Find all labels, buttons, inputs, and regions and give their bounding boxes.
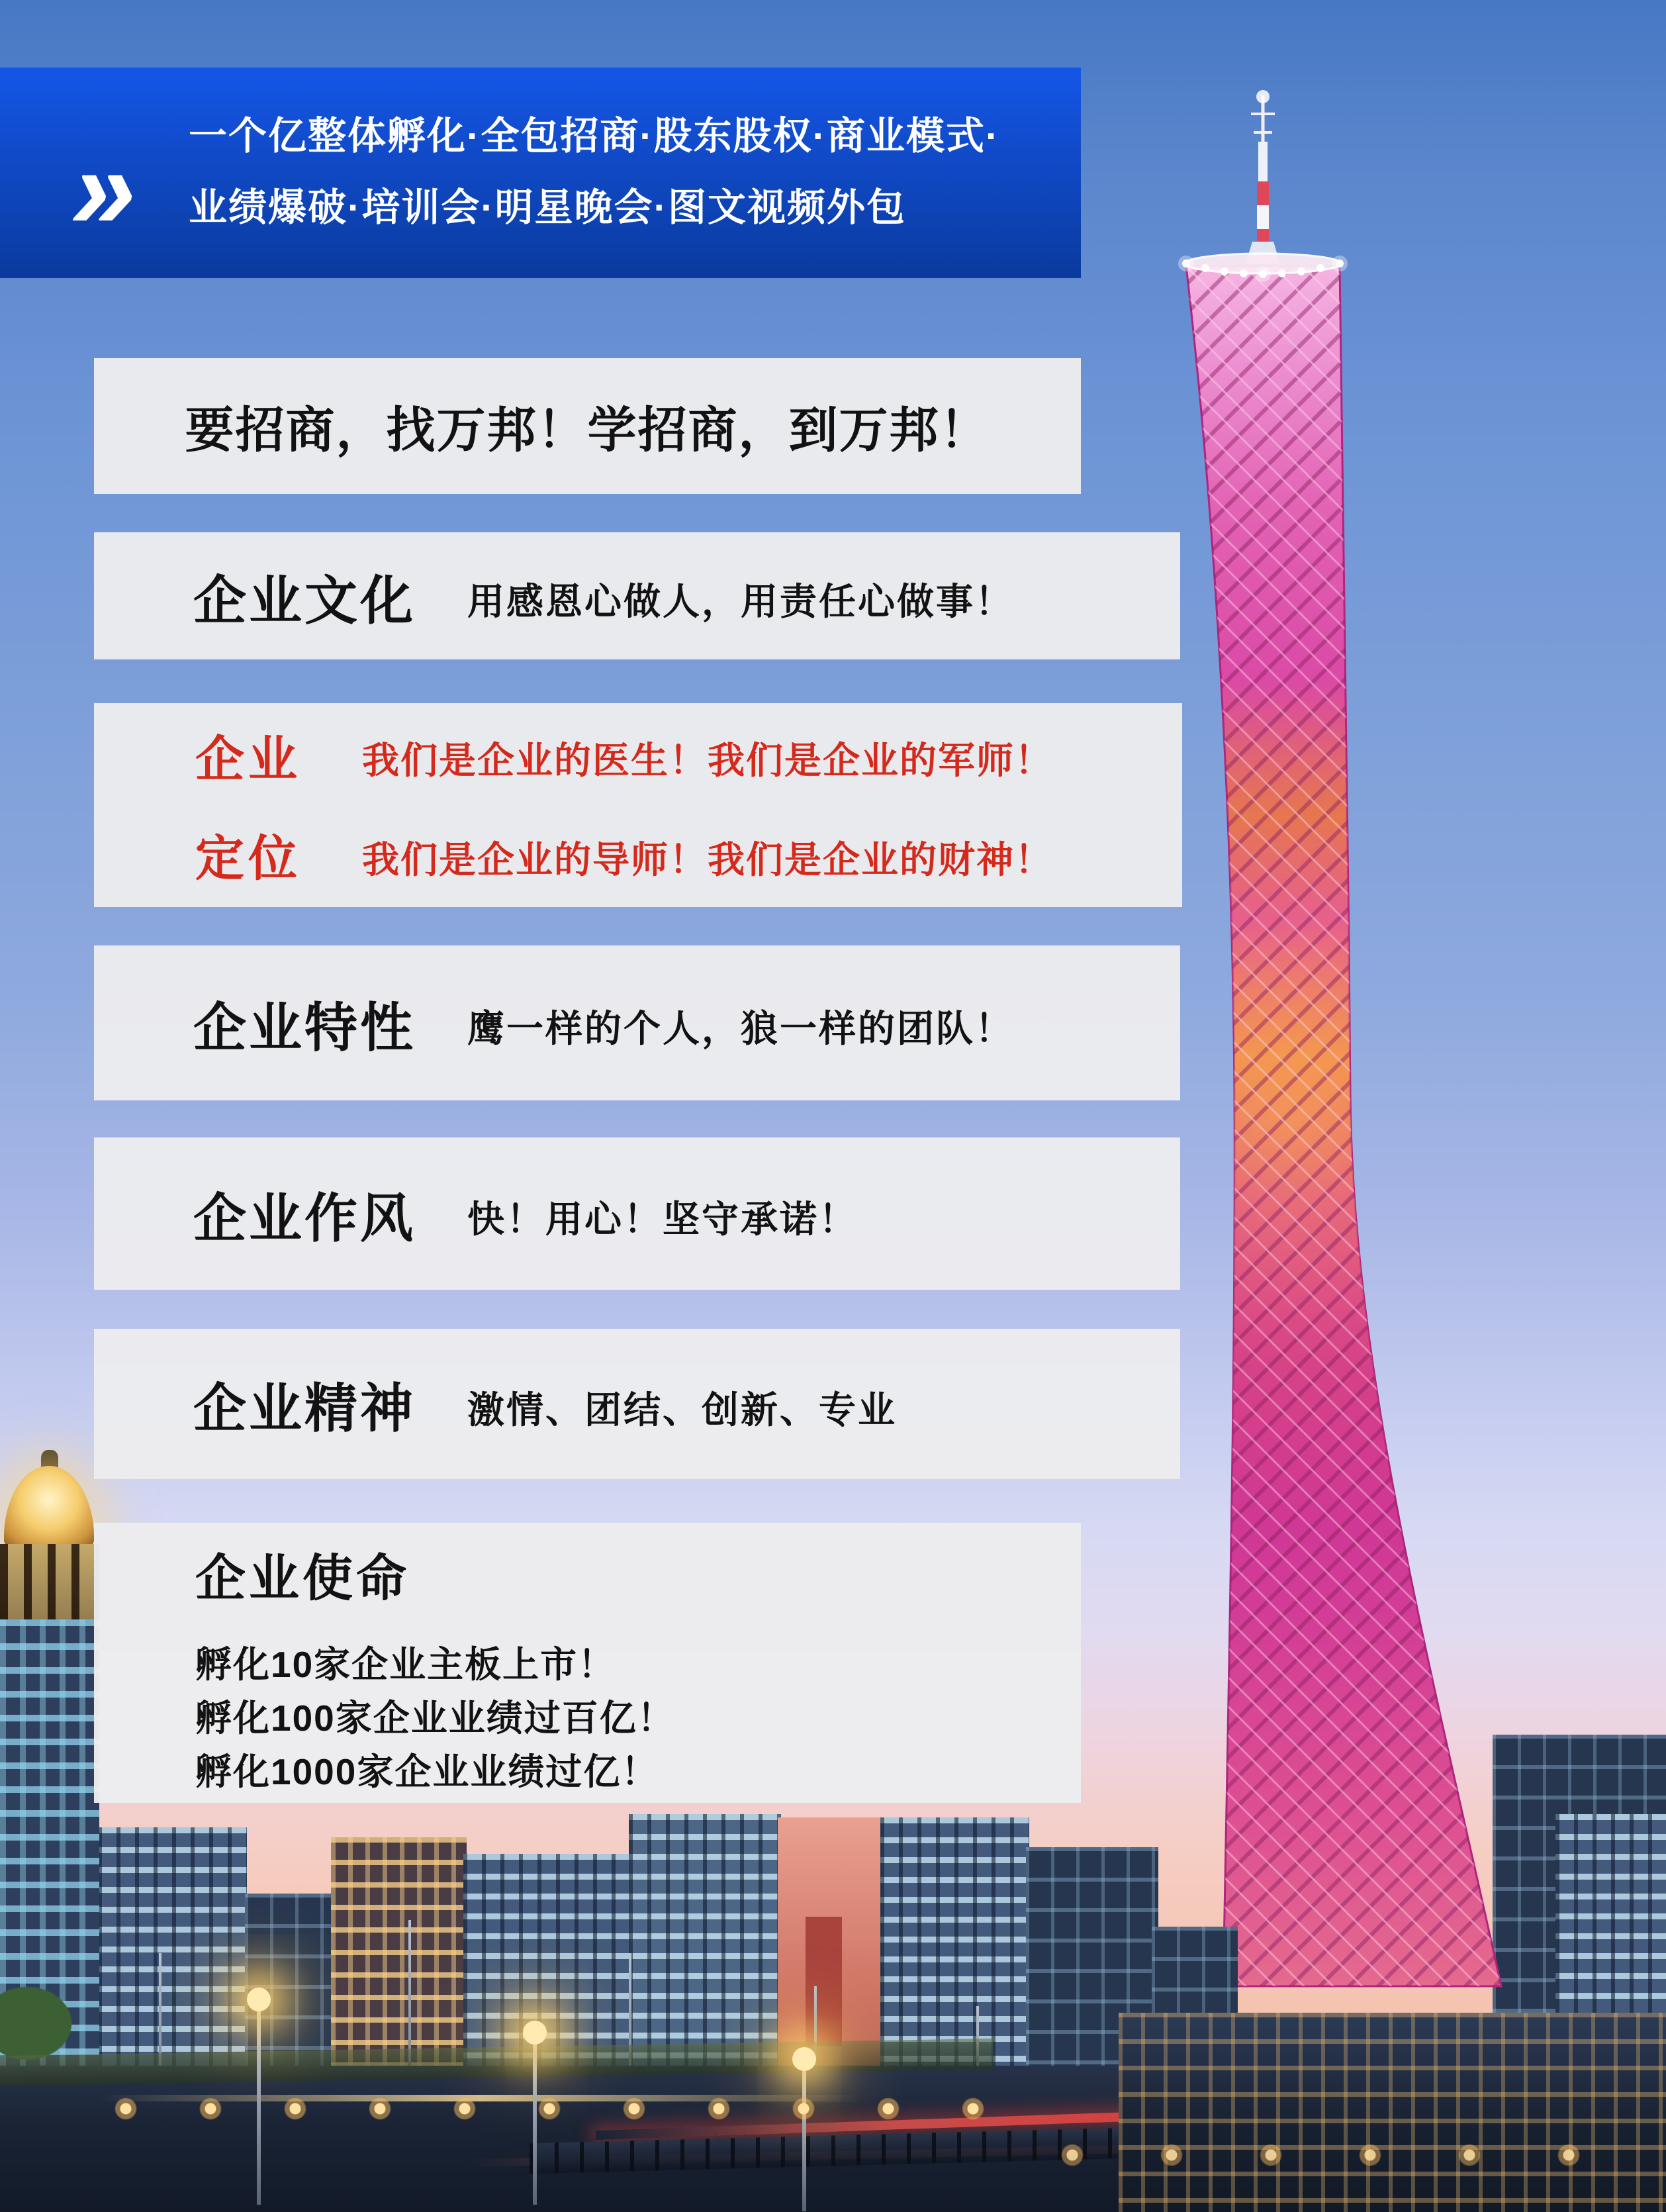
section-title: 企业使命 <box>195 1551 410 1607</box>
positioning-row <box>195 820 1182 890</box>
section-positioning <box>94 703 1182 907</box>
gold-dome <box>4 1466 94 1547</box>
section-content: 快！用心！坚守承诺！ <box>467 1198 858 1240</box>
section-title: 企业作风 <box>193 1188 416 1248</box>
positioning-row <box>195 720 1182 791</box>
section-mission <box>94 1523 1081 1803</box>
section-traits <box>94 945 1180 1100</box>
tower-body <box>1186 266 1501 1986</box>
foreground-buildings <box>1119 2013 1666 2212</box>
street-lamp <box>802 2059 806 2211</box>
section-style <box>94 1137 1180 1290</box>
section-title: 企业特性 <box>193 998 416 1057</box>
section-content: 我们是企业的医生！我们是企业的军师！ <box>362 740 1053 781</box>
street-light-row <box>113 2095 999 2122</box>
banner-text <box>189 101 999 244</box>
mission-line: 孵化100家企业业绩过百亿！ <box>195 1698 675 1739</box>
tower-antenna-icon <box>1246 90 1280 264</box>
section-title: 企业精神 <box>193 1379 416 1438</box>
canton-tower <box>1152 86 1549 2006</box>
section-content: 鹰一样的个人，狼一样的团队！ <box>467 1008 1014 1049</box>
chevron-double-right-icon: » <box>60 124 153 254</box>
header-banner <box>0 68 1081 278</box>
slogan-text: 要招商，找万邦！学招商，到万邦！ <box>185 402 990 457</box>
mission-line: 孵化1000家企业业绩过亿！ <box>195 1751 659 1792</box>
section-title: 定位 <box>195 831 301 886</box>
slogan-box <box>94 358 1081 494</box>
section-title: 企业文化 <box>193 571 416 630</box>
section-content: 用感恩心做人，用责任心做事！ <box>467 581 1014 622</box>
section-spirit <box>94 1329 1180 1479</box>
dome-colonnade <box>0 1544 99 1622</box>
section-content: 我们是企业的导师！我们是企业的财神！ <box>362 839 1053 881</box>
banner-line-2: 业绩爆破·培训会·明星晚会·图文视频外包 <box>189 186 906 229</box>
mission-line: 孵化10家企业主板上市！ <box>195 1644 616 1685</box>
banner-line-1: 一个亿整体孵化·全包招商·股东股权·商业模式· <box>189 115 1000 158</box>
section-content: 激情、团结、创新、专业 <box>467 1388 897 1431</box>
section-culture <box>94 532 1180 659</box>
section-title: 企业 <box>195 732 301 787</box>
street-light-row <box>1059 2142 1655 2168</box>
